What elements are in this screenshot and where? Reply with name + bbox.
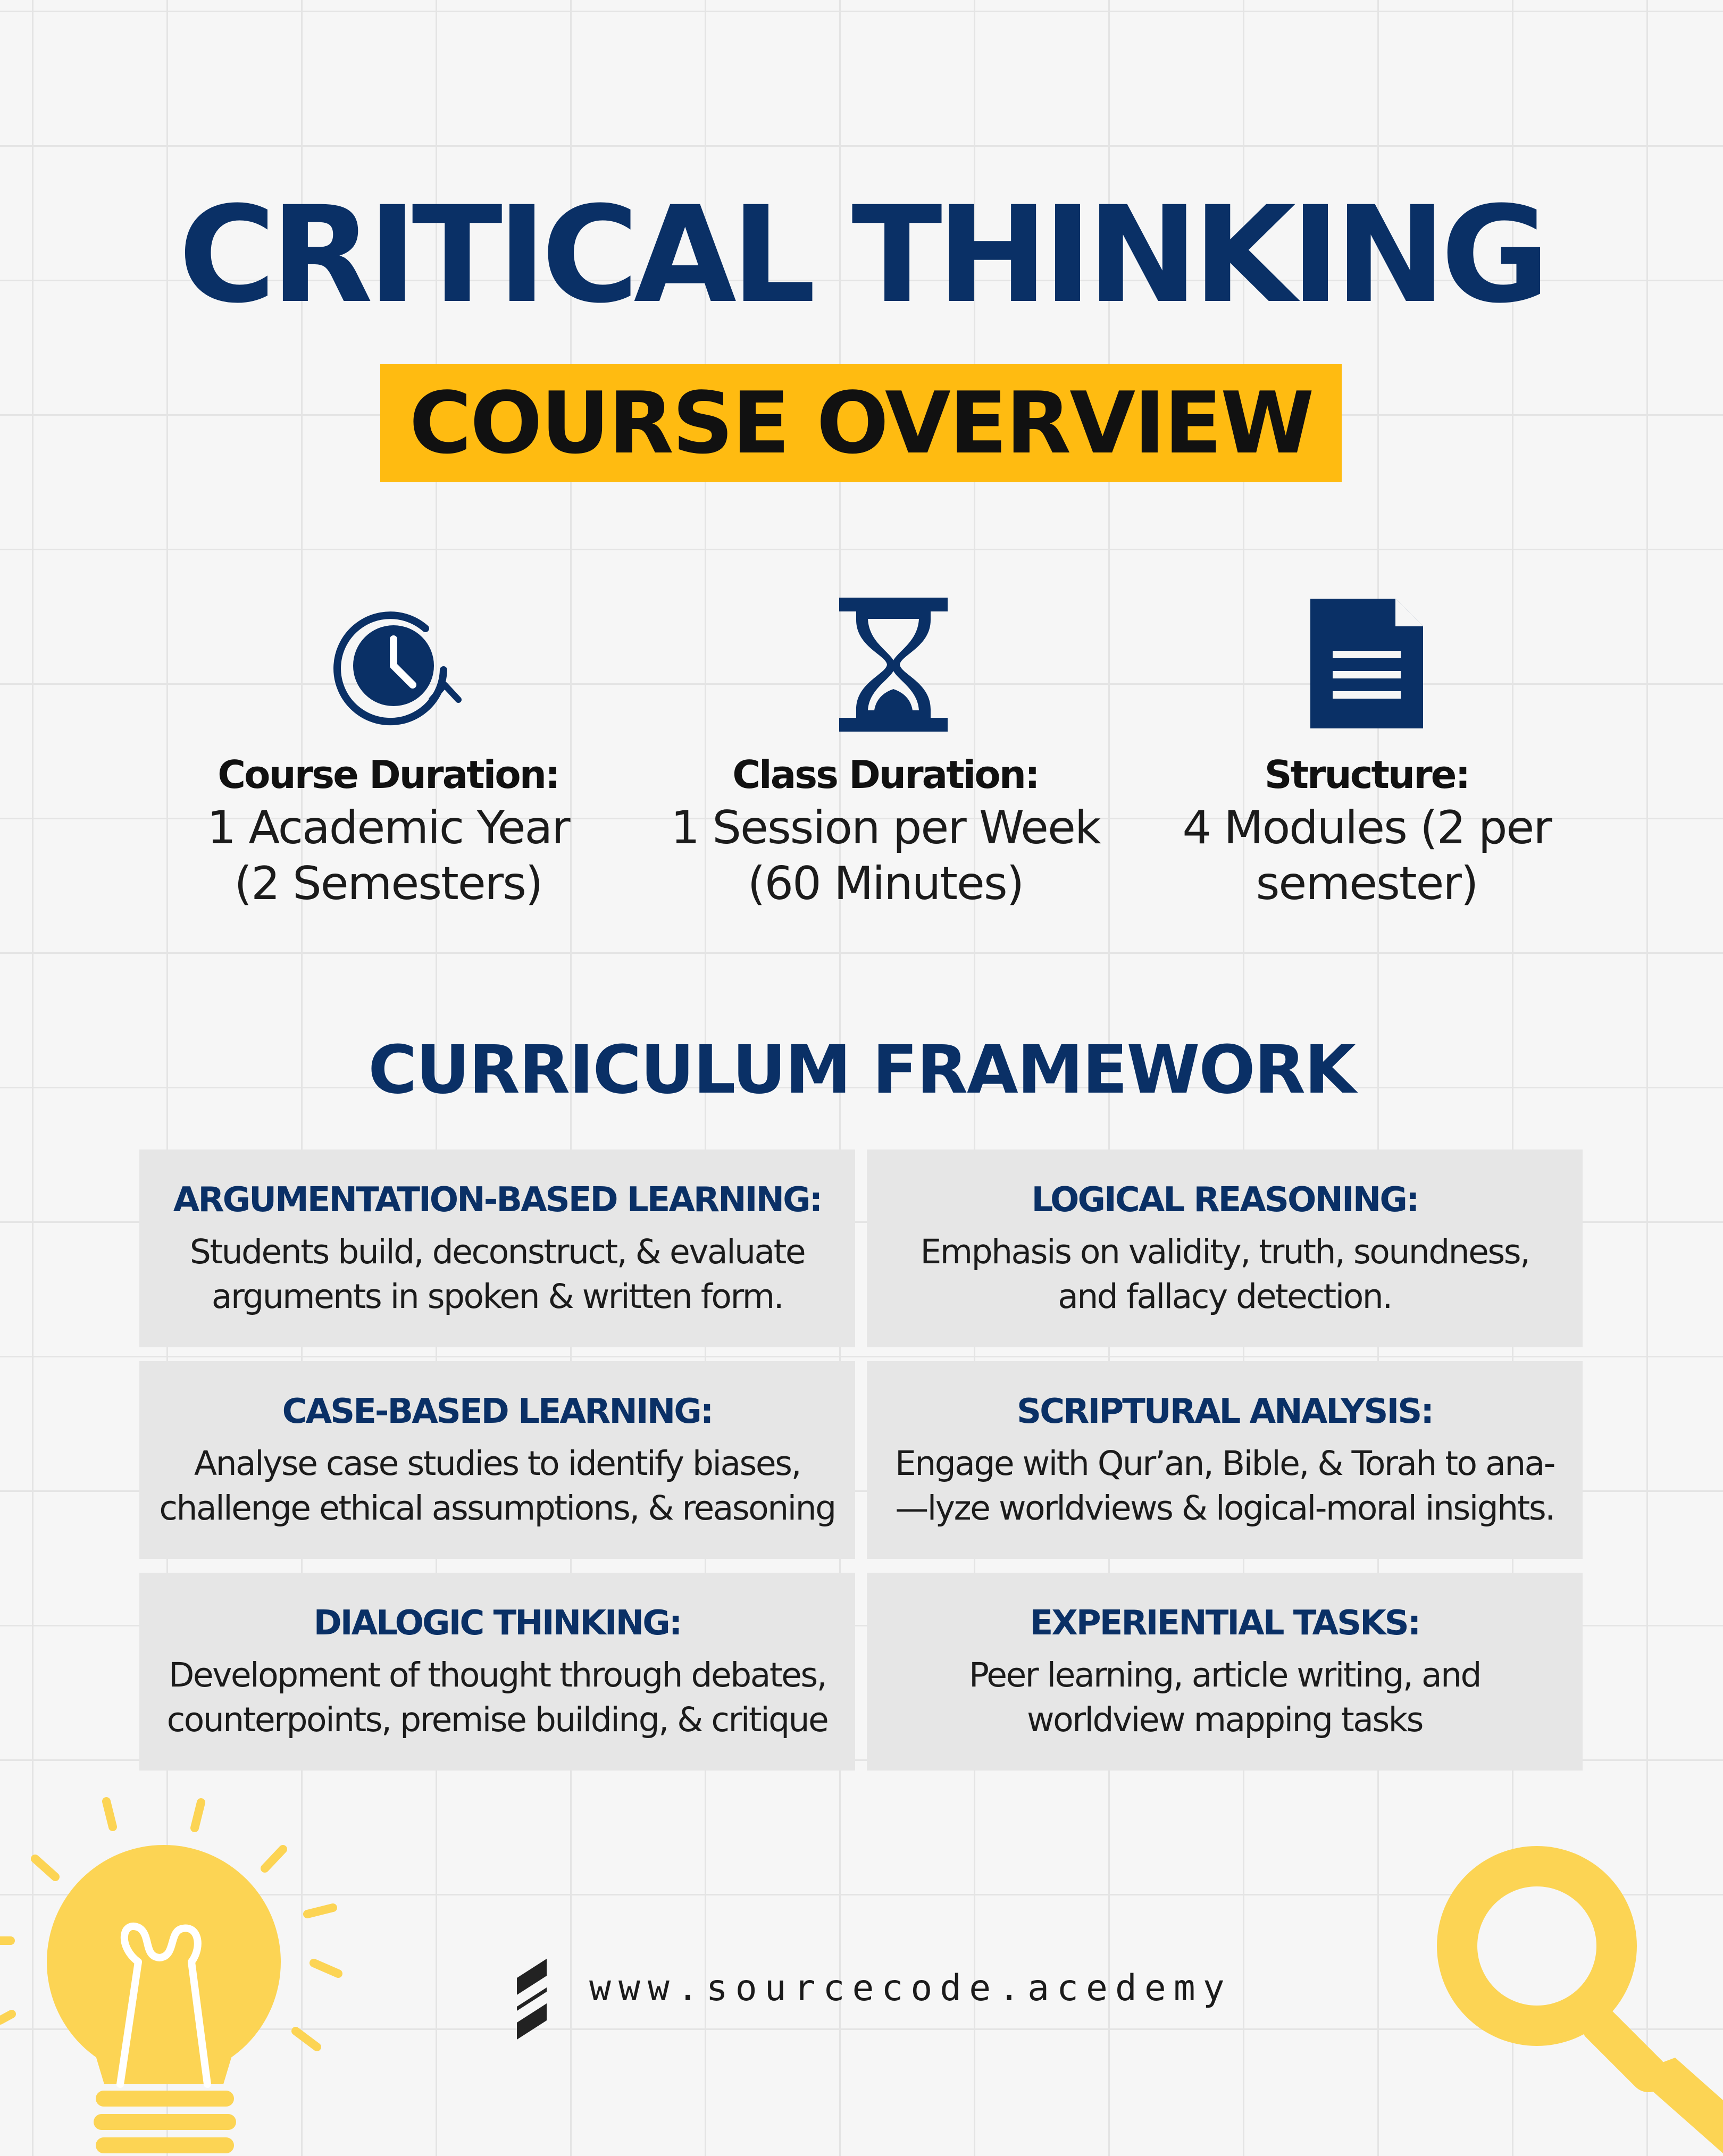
card-description <box>867 1441 1583 1531</box>
clock-refresh-icon <box>319 595 468 734</box>
card-logical-reasoning <box>867 1150 1583 1347</box>
card-argumentation-based-learning <box>139 1150 855 1347</box>
card-description <box>139 1653 855 1742</box>
card-description <box>139 1230 855 1319</box>
sourcecode-s-logo-icon <box>505 1957 558 2042</box>
card-description-line: Emphasis on validity, truth, soundness, <box>920 1232 1529 1271</box>
card-description-line: counterpoints, premise building, & critique <box>166 1700 828 1739</box>
lightbulb-icon <box>0 1786 362 2153</box>
document-icon <box>1292 595 1441 734</box>
card-description-line: arguments in spoken & written form. <box>211 1277 783 1316</box>
card-description-line: Analyse case studies to identify biases, <box>194 1444 800 1483</box>
card-title: LOGICAL REASONING: <box>1031 1180 1418 1220</box>
card-description-line: Students build, deconstruct, & evaluate <box>189 1232 805 1271</box>
card-title: SCRIPTURAL ANALYSIS: <box>1017 1392 1433 1431</box>
card-title: ARGUMENTATION-BASED LEARNING: <box>173 1180 822 1220</box>
card-description-line: Development of thought through debates, <box>168 1656 826 1694</box>
class-duration-label: Class Duration: <box>732 752 1039 797</box>
structure-label: Structure: <box>1264 752 1469 797</box>
card-description-line: Peer learning, article writing, and <box>968 1656 1481 1694</box>
card-description-line: —lyze worldviews & logical-moral insights. <box>895 1489 1554 1528</box>
card-description-line: worldview mapping tasks <box>1027 1700 1423 1739</box>
website-url[interactable]: www.sourcecode.acedemy <box>589 1967 1232 2009</box>
hourglass-icon <box>819 595 968 734</box>
card-description-line: Engage with Qur’an, Bible, & Torah to ana- <box>895 1444 1554 1483</box>
magnifying-glass-icon <box>1399 1824 1723 2153</box>
card-title: CASE-BASED LEARNING: <box>282 1392 713 1431</box>
card-description-line: and fallacy detection. <box>1058 1277 1392 1316</box>
class-duration-line2: (60 Minutes) <box>747 857 1024 910</box>
course-duration-line2: (2 Semesters) <box>234 857 542 910</box>
card-dialogic-thinking <box>139 1573 855 1771</box>
card-description <box>139 1441 855 1531</box>
card-title: EXPERIENTIAL TASKS: <box>1030 1604 1420 1643</box>
structure-line2: semester) <box>1256 857 1478 910</box>
course-duration-label: Course Duration: <box>218 752 559 797</box>
framework-title: CURRICULUM FRAMEWORK <box>368 1031 1355 1109</box>
card-experiential-tasks <box>867 1573 1583 1771</box>
card-description-line: challenge ethical assumptions, & reasoning <box>159 1489 835 1528</box>
card-description <box>867 1230 1583 1319</box>
course-duration-line1: 1 Academic Year <box>207 801 570 854</box>
card-description <box>867 1653 1583 1742</box>
structure-line1: 4 Modules (2 per <box>1182 801 1551 854</box>
class-duration-line1: 1 Session per Week <box>671 801 1100 854</box>
card-title: DIALOGIC THINKING: <box>313 1604 681 1643</box>
card-case-based-learning <box>139 1361 855 1559</box>
page-title: CRITICAL THINKING <box>178 178 1545 332</box>
card-scriptural-analysis <box>867 1361 1583 1559</box>
page-subtitle: COURSE OVERVIEW <box>409 373 1313 473</box>
